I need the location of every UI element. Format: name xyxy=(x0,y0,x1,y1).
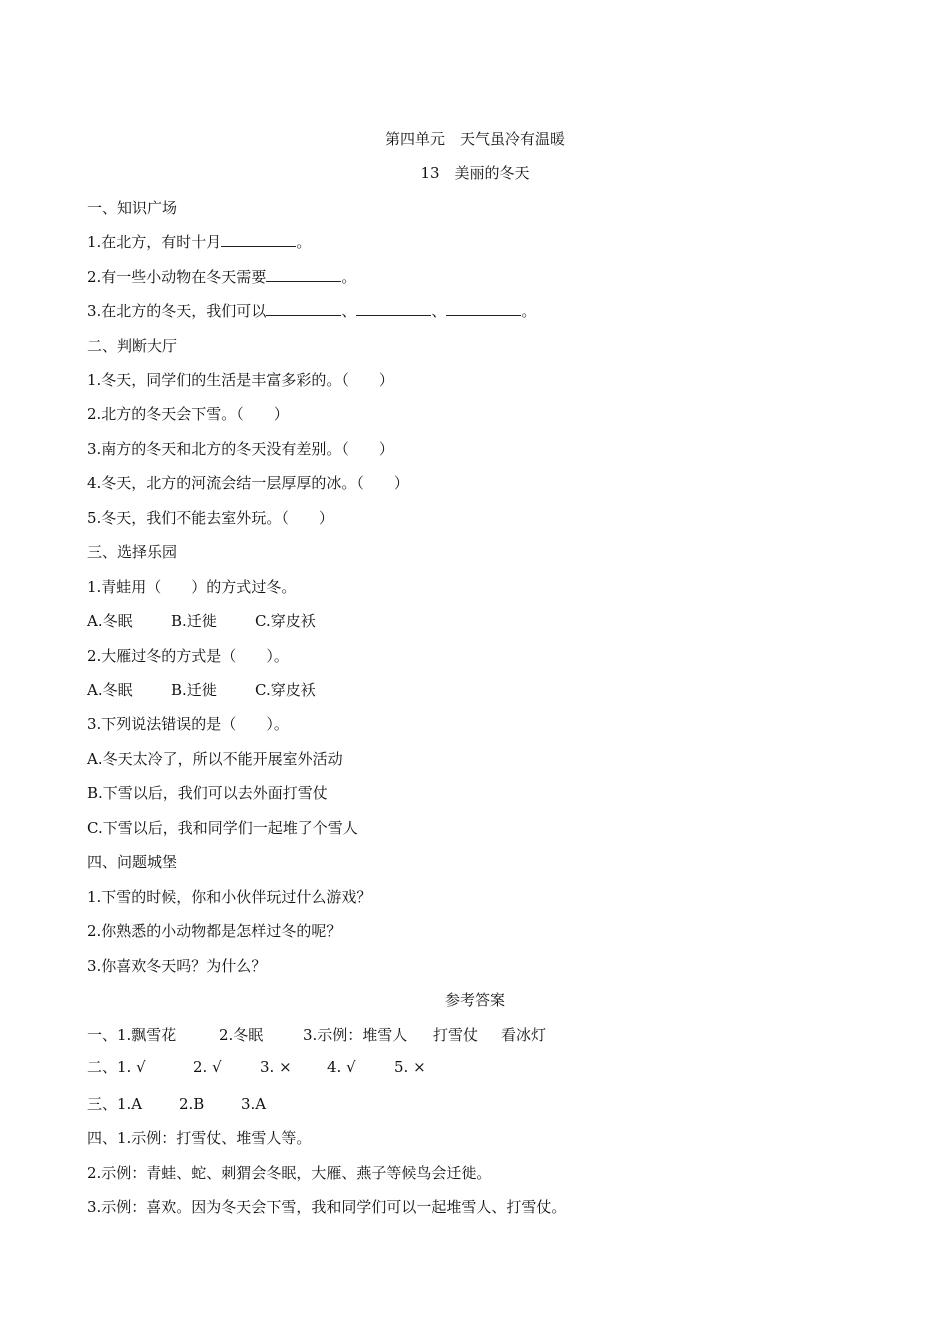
choice-question-1: 1.青蛙用（ ）的方式过冬。 xyxy=(87,578,297,596)
judgement-item: 2.北方的冬天会下雪。（ ） xyxy=(87,405,289,423)
judgement-item: 1.冬天，同学们的生活是丰富多彩的。（ ） xyxy=(87,371,394,389)
unit-title: 第四单元 天气虽冷有温暖 xyxy=(384,130,565,148)
lesson-title: 13 美丽的冬天 xyxy=(420,164,530,182)
answers-line-1: 一、1.飘雪花 2.冬眠 3.示例：堆雪人 打雪仗 看冰灯 xyxy=(87,1026,547,1044)
open-question: 2.你熟悉的小动物都是怎样过冬的呢？ xyxy=(87,922,342,940)
section3-heading: 三、选择乐园 xyxy=(87,543,178,561)
open-question: 1.下雪的时候，你和小伙伴玩过什么游戏？ xyxy=(87,888,372,906)
section2-heading: 二、判断大厅 xyxy=(87,337,178,355)
answers-title: 参考答案 xyxy=(444,991,505,1009)
section1-heading: 一、知识广场 xyxy=(87,199,178,217)
answers-line-2: 二、1. √ 2. √ 3. × 4. √ 5. × xyxy=(87,1058,426,1076)
choice-options-2: A.冬眠 B.迁徙 C.穿皮袄 xyxy=(87,681,316,699)
answers-line-4: 四、1.示例：打雪仗、堆雪人等。 xyxy=(87,1129,312,1147)
judgement-item: 5.冬天，我们不能去室外玩。（ ） xyxy=(87,509,334,527)
choice-option: A.冬天太冷了，所以不能开展室外活动 xyxy=(87,750,343,768)
open-question: 3.你喜欢冬天吗？为什么？ xyxy=(87,957,267,975)
section1-question-3: 3.在北方的冬天，我们可以 、 、 。 xyxy=(87,302,537,320)
answer-blank[interactable] xyxy=(266,301,341,316)
section1-question-2: 2.有一些小动物在冬天需要 。 xyxy=(87,268,357,286)
choice-question-2: 2.大雁过冬的方式是（ ）。 xyxy=(87,647,289,665)
judgement-item: 4.冬天，北方的河流会结一层厚厚的冰。（ ） xyxy=(87,474,409,492)
answer-blank[interactable] xyxy=(356,301,431,316)
answer-blank[interactable] xyxy=(446,301,521,316)
section1-question-1: 1.在北方，有时十月 。 xyxy=(87,233,312,251)
answers-line-5: 2.示例：青蛙、蛇、刺猬会冬眠，大雁、燕子等候鸟会迁徙。 xyxy=(87,1164,492,1182)
section4-heading: 四、问题城堡 xyxy=(87,853,178,871)
choice-options-1: A.冬眠 B.迁徙 C.穿皮袄 xyxy=(87,612,316,630)
answers-line-3: 三、1.A 2.B 3.A xyxy=(87,1095,267,1113)
choice-question-3: 3.下列说法错误的是（ ）。 xyxy=(87,715,289,733)
choice-option: C.下雪以后，我和同学们一起堆了个雪人 xyxy=(87,819,358,837)
answer-blank[interactable] xyxy=(266,267,341,282)
answers-line-6: 3.示例：喜欢。因为冬天会下雪，我和同学们可以一起堆雪人、打雪仗。 xyxy=(87,1198,567,1216)
answer-blank[interactable] xyxy=(221,232,296,247)
choice-option: B.下雪以后，我们可以去外面打雪仗 xyxy=(87,784,328,802)
judgement-item: 3.南方的冬天和北方的冬天没有差别。（ ） xyxy=(87,440,394,458)
